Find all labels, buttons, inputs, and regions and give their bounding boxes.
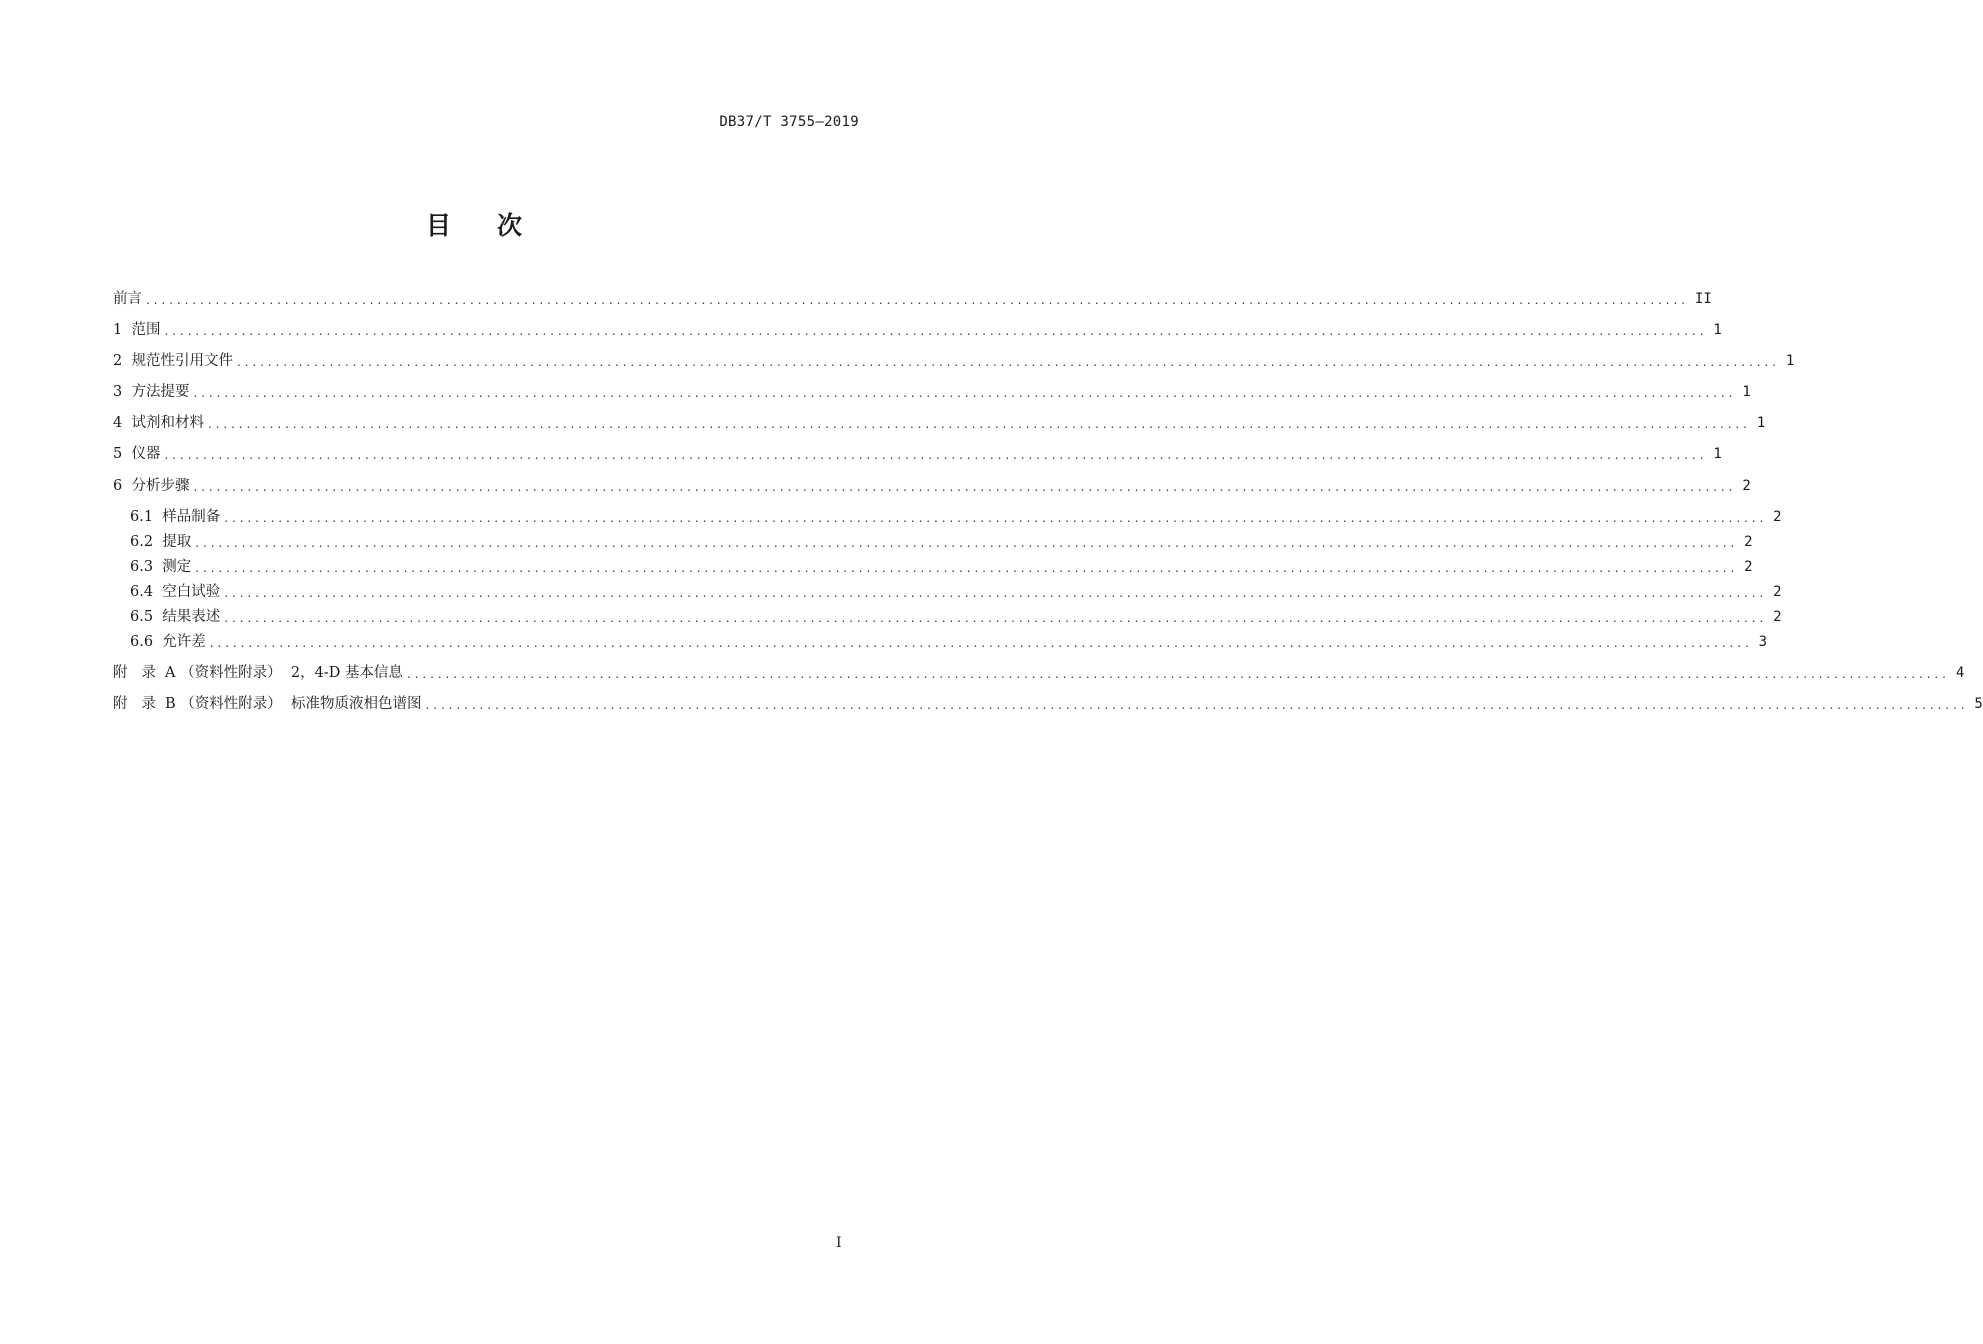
toc-entry-label: 5 仪器 (113, 446, 161, 462)
toc-leader: ........................................................................................................................................................................................................ (207, 417, 1751, 431)
toc-entry-page: 4 (1955, 665, 1965, 681)
toc-entry-label: 4 试剂和材料 (113, 415, 204, 431)
toc-entry-reagents[interactable] (113, 411, 1766, 433)
toc-entry-scope[interactable] (113, 318, 1722, 340)
toc-entry-page: 2 (1744, 559, 1753, 575)
toc-entry-apparatus[interactable] (113, 442, 1722, 464)
toc-entry-label: 6 分析步骤 (113, 478, 190, 494)
toc-leader: ........................................................................................................................................................................................................ (224, 511, 1768, 525)
toc-title-right: 次 (497, 211, 525, 240)
toc-leader: ........................................................................................................................................................................................................ (425, 698, 1969, 712)
toc-entry-page: 2 (1773, 509, 1782, 525)
toc-entry-annex-a[interactable] (113, 661, 1965, 683)
toc-entry-label: 前言 (113, 291, 142, 307)
document-code: DB37/T 3755—2019 (719, 114, 859, 130)
toc-entry-sample-preparation[interactable] (130, 505, 1782, 527)
toc-leader: ........................................................................................................................................................................................................ (146, 293, 1689, 307)
toc-entry-page: 1 (1756, 415, 1766, 431)
toc-entry-page: 2 (1742, 478, 1751, 494)
toc-entry-label: 1 范围 (113, 322, 161, 338)
toc-entry-extraction[interactable] (130, 530, 1753, 552)
toc-entry-blank-test[interactable] (130, 580, 1782, 602)
toc-leader: ........................................................................................................................................................................................................ (406, 667, 1950, 681)
toc-entry-label: 3 方法提要 (113, 384, 190, 400)
toc-entry-label: 附 录 A （资料性附录） 2，4-D 基本信息 (113, 665, 403, 681)
toc-entry-normative-references[interactable] (113, 349, 1795, 371)
toc-entry-page: 2 (1773, 609, 1782, 625)
toc-entry-determination[interactable] (130, 555, 1753, 577)
toc-entry-page: 2 (1773, 584, 1782, 600)
toc-entry-page: 3 (1758, 634, 1768, 650)
toc-leader: ........................................................................................................................................................................................................ (164, 448, 1708, 462)
toc-leader: ........................................................................................................................................................................................................ (193, 386, 1737, 400)
toc-leader: ........................................................................................................................................................................................................ (195, 536, 1739, 550)
toc-entry-page: II (1694, 291, 1712, 307)
toc-title-left: 目 (425, 211, 453, 240)
toc-entry-page: 2 (1744, 534, 1753, 550)
toc-entry-tolerance[interactable] (130, 630, 1768, 652)
toc-entry-page: 1 (1713, 322, 1722, 338)
toc-entry-result-expression[interactable] (130, 605, 1782, 627)
toc-entry-page: 1 (1742, 384, 1751, 400)
toc-leader: ........................................................................................................................................................................................................ (195, 561, 1739, 575)
toc-entry-label: 6.4 空白试验 (130, 584, 221, 600)
toc-entry-label: 6.1 样品制备 (130, 509, 221, 525)
toc-entry-label: 6.2 提取 (130, 534, 192, 550)
toc-entry-label: 6.3 测定 (130, 559, 192, 575)
footer-page-number: I (836, 1235, 842, 1251)
toc-leader: ........................................................................................................................................................................................................ (236, 355, 1780, 369)
toc-entry-label: 6.6 允许差 (130, 634, 206, 650)
toc-entry-annex-b[interactable] (113, 692, 1983, 714)
toc-leader: ........................................................................................................................................................................................................ (193, 480, 1737, 494)
toc-leader: ........................................................................................................................................................................................................ (209, 636, 1753, 650)
toc-entry-page: 1 (1785, 353, 1795, 369)
toc-leader: ........................................................................................................................................................................................................ (224, 611, 1768, 625)
toc-entry-method-summary[interactable] (113, 380, 1751, 402)
toc-entry-label: 2 规范性引用文件 (113, 353, 233, 369)
toc-leader: ........................................................................................................................................................................................................ (224, 586, 1768, 600)
toc-entry-label: 6.5 结果表述 (130, 609, 221, 625)
toc-leader: ........................................................................................................................................................................................................ (164, 324, 1708, 338)
toc-entry-page: 5 (1974, 696, 1983, 712)
toc-entry-page: 1 (1713, 446, 1722, 462)
toc-entry-foreword[interactable] (113, 287, 1712, 309)
toc-entry-analysis-steps[interactable] (113, 474, 1751, 496)
toc-entry-label: 附 录 B （资料性附录） 标准物质液相色谱图 (113, 696, 422, 712)
